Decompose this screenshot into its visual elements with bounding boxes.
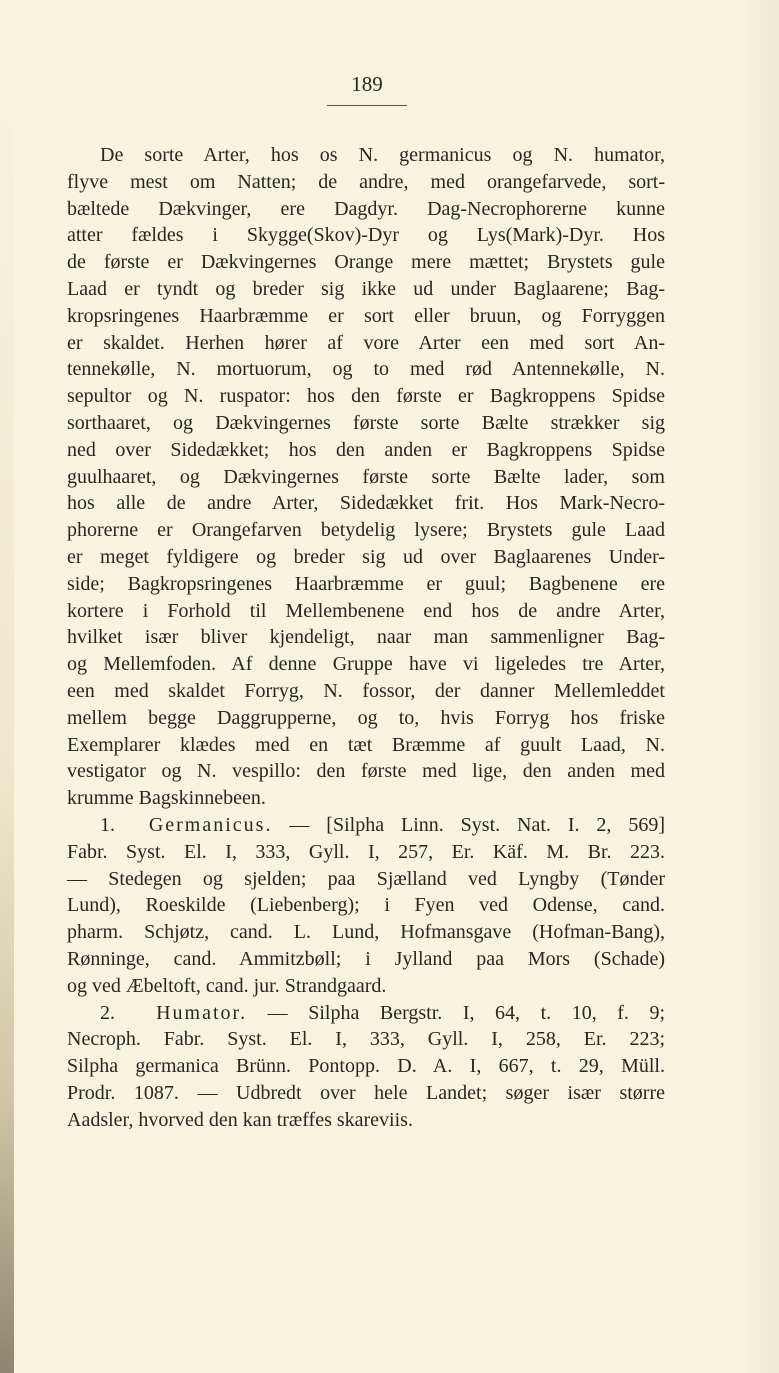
page-number: 189 bbox=[351, 72, 383, 96]
text-line: Silpha germanica Brünn. Pontopp. D. A. I, 667, t. 29, Müll. bbox=[67, 1055, 665, 1078]
page-body bbox=[67, 142, 665, 1133]
text-line: Fabr. Syst. El. I, 333, Gyll. I, 257, Er. Käf. M. Br. 223. bbox=[67, 840, 665, 863]
text-line: Rønninge, cand. Ammitzbøll; i Jylland paa Mors (Schade) bbox=[67, 947, 665, 970]
text-line: een med skaldet Forryg, N. fossor, der danner Mellemleddet bbox=[67, 679, 665, 702]
page-number-rule bbox=[327, 105, 407, 106]
entry-text: — [Silpha Linn. Syst. Nat. I. 2, 569] bbox=[289, 813, 665, 836]
text-line: er meget fyldigere og breder sig ud over Baglaarenes Under- bbox=[67, 545, 665, 568]
text-line: Exemplarer klædes med en tæt Bræmme af guult Laad, N. bbox=[67, 733, 665, 756]
species-name: Germanicus. bbox=[148, 813, 273, 836]
text-line: hos alle de andre Arter, Sidedækket frit. Hos Mark-Necro- bbox=[67, 492, 665, 515]
text-line: flyve mest om Natten; de andre, med orangefarvede, sort- bbox=[67, 170, 665, 193]
text-line: hvilket især bliver kjendeligt, naar man sammenligner Bag- bbox=[67, 626, 665, 649]
text-line: phorerne er Orangefarven betydelig lysere; Brystets gule Laad bbox=[67, 519, 665, 542]
text-line: krumme Bagskinnebeen. bbox=[67, 787, 266, 810]
text-line: De sorte Arter, hos os N. germanicus og N. humator, bbox=[100, 144, 665, 166]
text-line: tennekølle, N. mortuorum, og to med rød Antennekølle, N. bbox=[67, 358, 665, 381]
entry-number: 1. bbox=[100, 813, 115, 836]
text-line: bæltede Dækvinger, ere Dagdyr. Dag-Necrophorerne kunne bbox=[67, 197, 665, 220]
text-line: — Stedegen og sjelden; paa Sjælland ved Lyngby (Tønder bbox=[67, 867, 665, 890]
text-line: pharm. Schjøtz, cand. L. Lund, Hofmansgave (Hofman-Bang), bbox=[67, 921, 665, 944]
text-line: vestigator og N. vespillo: den første med lige, den anden med bbox=[67, 760, 665, 783]
text-line: guulhaaret, og Dækvingernes første sorte Bælte lader, som bbox=[67, 465, 665, 488]
text-line: de første er Dækvingernes Orange mere mættet; Brystets gule bbox=[67, 251, 665, 274]
text-line: kortere i Forhold til Mellembenene end hos de andre Arter, bbox=[67, 599, 665, 622]
text-line: Prodr. 1087. — Udbredt over hele Landet; søger især større bbox=[67, 1081, 665, 1104]
page-shade bbox=[739, 0, 779, 1373]
text-line: Aadsler, hvorved den kan træffes skareviis. bbox=[67, 1108, 413, 1131]
entry-humator-heading bbox=[67, 1000, 665, 1027]
text-line: side; Bagkropsringenes Haarbræmme er guul; Bagbenene ere bbox=[67, 572, 665, 595]
species-name: Humator. bbox=[156, 1001, 248, 1024]
text-line: sorthaaret, og Dækvingernes første sorte Bælte strækker sig bbox=[67, 411, 665, 434]
text-line: atter fældes i Skygge(Skov)-Dyr og Lys(Mark)-Dyr. Hos bbox=[67, 224, 665, 247]
text-line: kropsringenes Haarbræmme er sort eller bruun, og Forryggen bbox=[67, 304, 665, 327]
text-line: Laad er tyndt og breder sig ikke ud under Baglaarene; Bag- bbox=[67, 277, 665, 300]
entry-number: 2. bbox=[100, 1001, 115, 1024]
page-binding-edge bbox=[0, 0, 14, 1373]
text-line: sepultor og N. ruspator: hos den første er Bagkroppens Spidse bbox=[67, 385, 665, 408]
text-line: og ved Æbeltoft, cand. jur. Strandgaard. bbox=[67, 974, 387, 997]
entry-germanicus-heading bbox=[67, 812, 665, 839]
text-line: Lund), Roeskilde (Liebenberg); i Fyen ved Odense, cand. bbox=[67, 894, 665, 917]
entry-text: — Silpha Bergstr. I, 64, t. 10, f. 9; bbox=[267, 1001, 666, 1024]
text-line: er skaldet. Herhen hører af vore Arter een med sort An- bbox=[67, 331, 665, 354]
text-line: og Mellemfoden. Af denne Gruppe have vi ligeledes tre Arter, bbox=[67, 653, 665, 676]
text-line: Necroph. Fabr. Syst. El. I, 333, Gyll. I, 258, Er. 223; bbox=[67, 1028, 665, 1051]
text-line: ned over Sidedækket; hos den anden er Bagkroppens Spidse bbox=[67, 438, 665, 461]
text-line: mellem begge Daggrupperne, og to, hvis Forryg hos friske bbox=[67, 706, 665, 729]
